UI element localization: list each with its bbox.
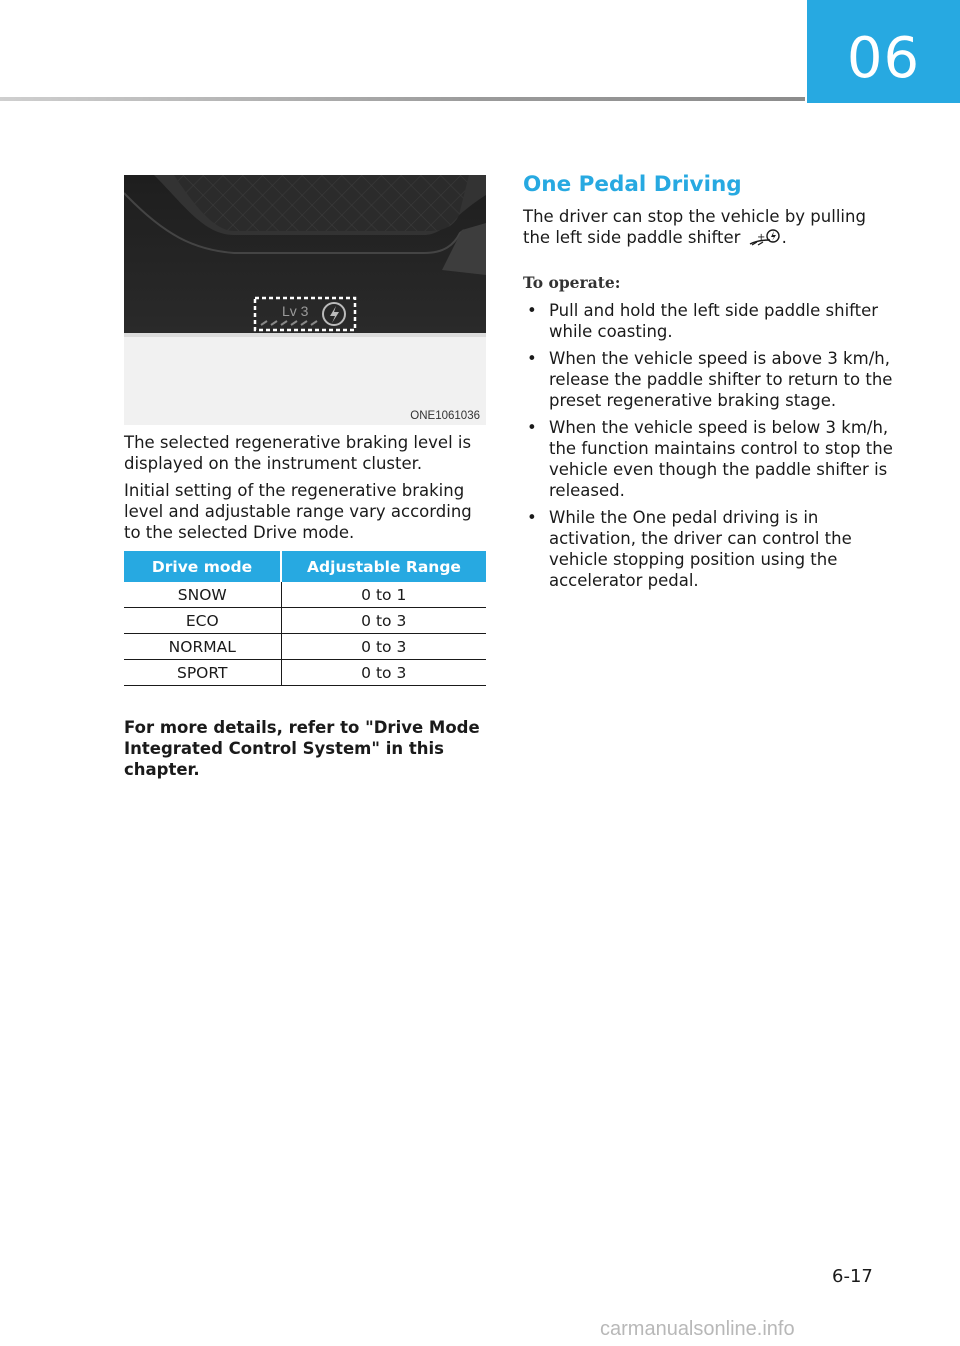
list-item-text: When the vehicle speed is below 3 km/h, the function maintains control to stop the vehicle even though the paddle shifter is released. <box>549 418 893 500</box>
table-row <box>124 582 486 608</box>
page-number: 6-17 <box>832 1266 873 1287</box>
table-cell: 0 to 3 <box>281 660 486 686</box>
table-cell: 0 to 1 <box>281 582 486 608</box>
intro-text: The driver can stop the vehicle by pulling the left side paddle shifter <box>523 207 866 247</box>
table-cell: 0 to 3 <box>281 608 486 634</box>
table-cell: 0 to 3 <box>281 634 486 660</box>
table-cell: ECO <box>124 608 281 634</box>
svg-text:+: + <box>756 232 766 243</box>
column-header: Adjustable Range <box>281 551 486 582</box>
figure-caption: ONE1061036 <box>410 410 480 422</box>
table-cell: NORMAL <box>124 634 281 660</box>
screen-edge <box>124 333 486 337</box>
table-row <box>124 660 486 686</box>
list-item-text: When the vehicle speed is above 3 km/h, release the paddle shifter to return to the preset regenerative braking stage. <box>549 349 893 410</box>
bullet: • <box>527 349 537 368</box>
table-cell: SPORT <box>124 660 281 686</box>
drive-mode-table <box>124 551 486 686</box>
list-item <box>523 417 893 501</box>
level-label: Lv 3 <box>282 303 309 319</box>
bullet: • <box>527 418 537 437</box>
operate-label: To operate: <box>523 273 621 292</box>
chapter-tab: 06 <box>807 0 960 103</box>
instrument-cluster-figure <box>124 175 486 425</box>
cluster-illustration <box>124 175 486 425</box>
table-row <box>124 634 486 660</box>
bullet: • <box>527 508 537 527</box>
intro-paragraph <box>523 206 893 248</box>
header-rule <box>0 97 805 101</box>
table-cell: SNOW <box>124 582 281 608</box>
quilted-texture <box>174 175 469 231</box>
watermark: carmanualsonline.info <box>600 1318 795 1340</box>
regen-level-description: The selected regenerative braking level is displayed on the instrument cluster. <box>124 433 472 473</box>
intro-end: . <box>781 228 787 247</box>
list-item-text: While the One pedal driving is in activation, the driver can control the vehicle stopping position using the accelerator pedal. <box>549 508 852 590</box>
reference-note: For more details, refer to "Drive Mode Integrated Control System" in this chapter. <box>124 718 480 779</box>
list-item <box>523 507 893 591</box>
column-header: Drive mode <box>124 551 281 582</box>
list-item <box>523 300 893 342</box>
initial-setting-description: Initial setting of the regenerative braking level and adjustable range vary according to the selected Drive mode. <box>124 481 472 542</box>
list-item <box>523 348 893 411</box>
table-row <box>124 608 486 634</box>
paddle-shifter-icon <box>748 227 782 247</box>
section-title: One Pedal Driving <box>523 172 742 197</box>
list-item-text: Pull and hold the left side paddle shifter while coasting. <box>549 301 879 341</box>
bullet: • <box>527 301 537 320</box>
operate-steps <box>523 300 893 597</box>
table-header-row <box>124 551 486 582</box>
